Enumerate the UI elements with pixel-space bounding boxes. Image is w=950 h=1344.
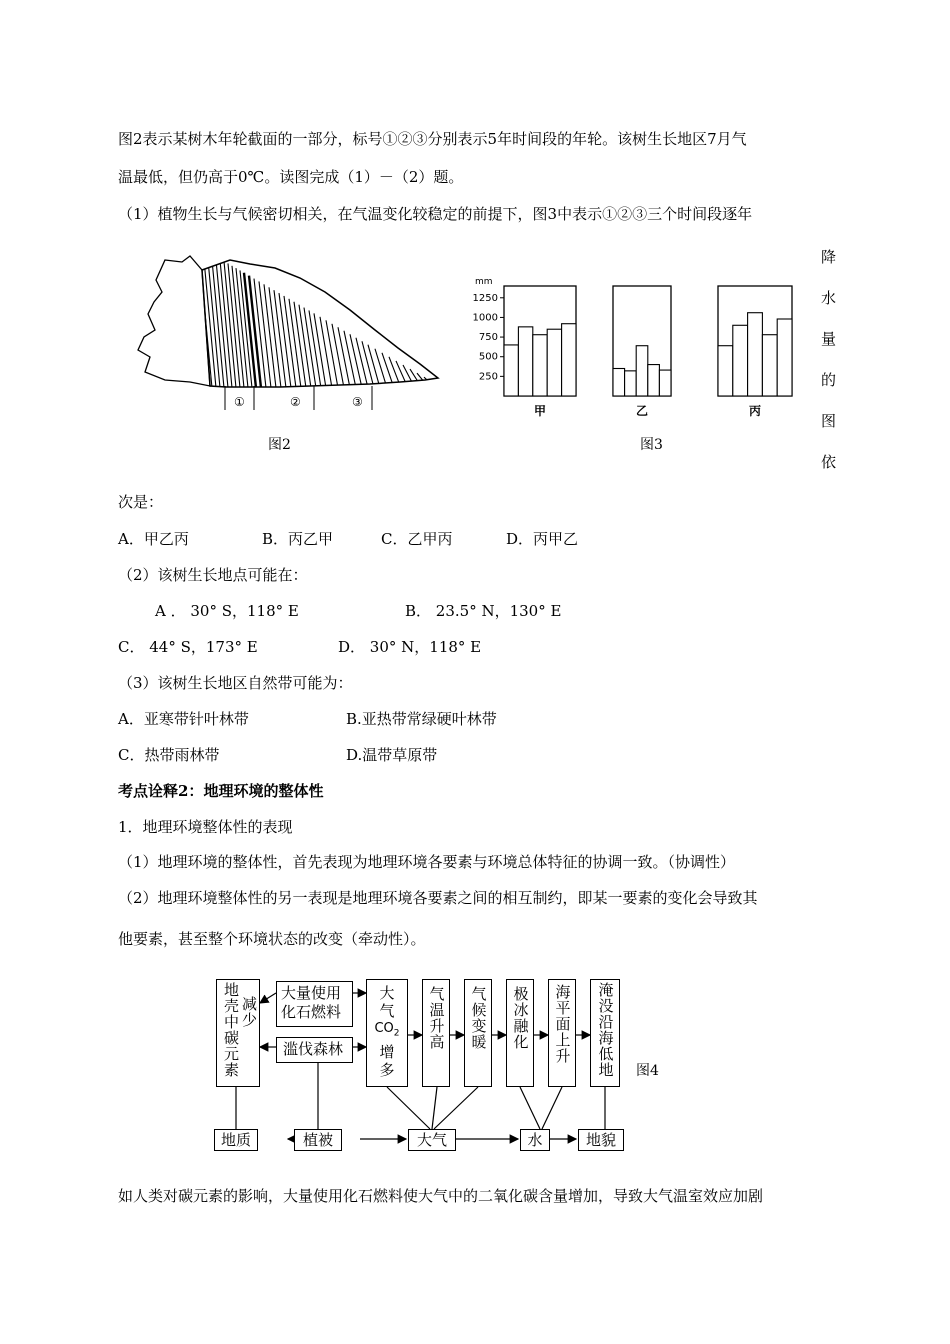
water-label: 水 [527,1131,543,1149]
panel-label: 丙 [748,404,762,418]
ring-label-3: ③ [352,395,363,409]
precip-bar [777,319,792,396]
vegetation-box [294,1129,342,1151]
q1-vertical-char: 的 [821,371,837,389]
intro-line-1: 图2表示某树木年轮截面的一部分，标号①②③分别表示5年时间段的年轮。该树生长地区7月气 [118,130,747,148]
coastal-flood-label: 淹没沿海低地 [596,982,615,1078]
deforestation-box [276,1037,353,1063]
y-tick-label: 500 [478,351,498,363]
crust-carbon-label: 地壳中碳元素 [222,982,240,1078]
vegetation-label: 植被 [302,1131,333,1149]
co2-box [366,979,408,1087]
q1-vertical-char: 依 [821,453,837,471]
q2-option-c: C． 44° S，173° E [118,638,258,656]
precip-bar [762,335,777,396]
co2-subscript: 2 [393,1028,400,1039]
precip-bar [613,369,625,397]
q1-option-c: C．乙甲丙 [381,530,453,548]
q1-vertical-char: 水 [821,289,837,307]
y-tick-label: 1000 [472,312,498,324]
tree-ring-figure [130,252,450,412]
q1-vertical-char: 图 [821,412,837,430]
y-tick-label: 750 [478,332,498,344]
atmosphere-box [408,1129,456,1151]
precip-bar [648,365,660,396]
precip-bar [518,327,532,396]
landform-box [578,1129,624,1151]
fig2-caption: 图2 [268,437,291,453]
precip-bar [504,345,518,396]
q2-option-a: A ． 30° S，118° E [155,602,299,620]
coastal-flood-box [590,979,620,1087]
precip-bar [748,313,763,396]
precip-bar [636,346,648,396]
q1-option-d: D．丙甲乙 [506,530,579,548]
co2-label-a: 大气 [379,984,395,1020]
temp-rise-box [422,979,450,1087]
precip-bar [659,370,671,396]
precipitation-chart [460,272,810,422]
climate-warming-box [464,979,492,1087]
panel-label: 甲 [533,404,547,418]
crust-carbon-box [216,979,260,1087]
q3-stem: （3）该树生长地区自然带可能为： [118,674,353,692]
ring-label-2: ② [290,395,301,409]
y-tick-label: 1250 [472,292,498,304]
q3-option-b: B.亚热带常绿硬叶林带 [346,710,497,728]
flowchart [200,965,630,1160]
fig4-caption: 图4 [636,1063,659,1079]
precip-bar [562,324,576,396]
paragraph-1: （1）地理环境的整体性，首先表现为地理环境各要素与环境总体特征的协调一致。（协调性） [118,853,736,871]
q1-vertical-char: 量 [821,330,837,348]
section-sub-1: 1．地理环境整体性的表现 [118,818,293,836]
unit-label: mm [475,277,493,287]
y-tick-label: 250 [478,371,498,383]
paragraph-2a: （2）地理环境整体性的另一表现是地理环境各要素之间的相互制约，即某一要素的变化会导致其 [118,889,758,907]
precip-bar [625,371,637,396]
q1-option-b: B．丙乙甲 [262,530,334,548]
panel-label: 乙 [635,404,649,418]
q2-option-b: B． 23.5° N，130° E [405,602,562,620]
sea-level-box [548,979,576,1087]
q1-stem-end: 次是： [118,493,164,511]
q1-option-a: A．甲乙丙 [118,530,189,548]
q1-vertical-char: 降 [821,248,837,266]
co2-label-c: 增多 [379,1042,395,1079]
atmosphere-label: 大气 [416,1131,447,1149]
climate-warming-label: 气候变暖 [469,986,488,1050]
water-box [520,1129,550,1151]
q3-option-c: C．热带雨林带 [118,746,220,764]
deforestation-label: 滥伐森林 [283,1040,344,1058]
q2-stem: （2）该树生长地点可能在： [118,566,308,584]
ring-label-1: ① [234,395,245,409]
section-heading: 考点诠释2：地理环境的整体性 [118,782,324,800]
q1-stem: （1）植物生长与气候密切相关，在气温变化较稳定的前提下，图3中表示①②③三个时间段逐年 [118,205,753,223]
landform-label: 地貌 [585,1131,616,1149]
precip-bar [547,329,561,396]
co2-label-b: CO [374,1021,394,1036]
intro-line-2: 温最低，但仍高于0℃。读图完成（1）－（2）题。 [118,168,464,186]
sea-level-label: 海平面上升 [553,984,572,1064]
q3-option-d: D.温带草原带 [346,746,438,764]
temp-rise-label: 气温升高 [427,986,446,1050]
geology-label: 地质 [220,1131,251,1149]
precip-bar [733,325,748,396]
q3-option-a: A．亚寒带针叶林带 [118,710,249,728]
geology-box [214,1129,258,1151]
ice-melt-box [506,979,534,1087]
last-paragraph: 如人类对碳元素的影响，大量使用化石燃料使大气中的二氧化碳含量增加，导致大气温室效应加剧 [118,1187,764,1205]
fossil-fuel-label: 大量使用化石燃料 [281,984,342,1021]
precip-bar [533,335,547,396]
fossil-fuel-box [276,981,353,1027]
reduce-label: 减少 [240,996,258,1028]
paragraph-2b: 他要素，甚至整个环境状态的改变（牵动性）。 [118,930,426,948]
precip-bar [718,346,733,396]
ice-melt-label: 极冰融化 [511,986,530,1050]
fig3-caption: 图3 [640,437,663,453]
q2-option-d: D． 30° N，118° E [338,638,482,656]
